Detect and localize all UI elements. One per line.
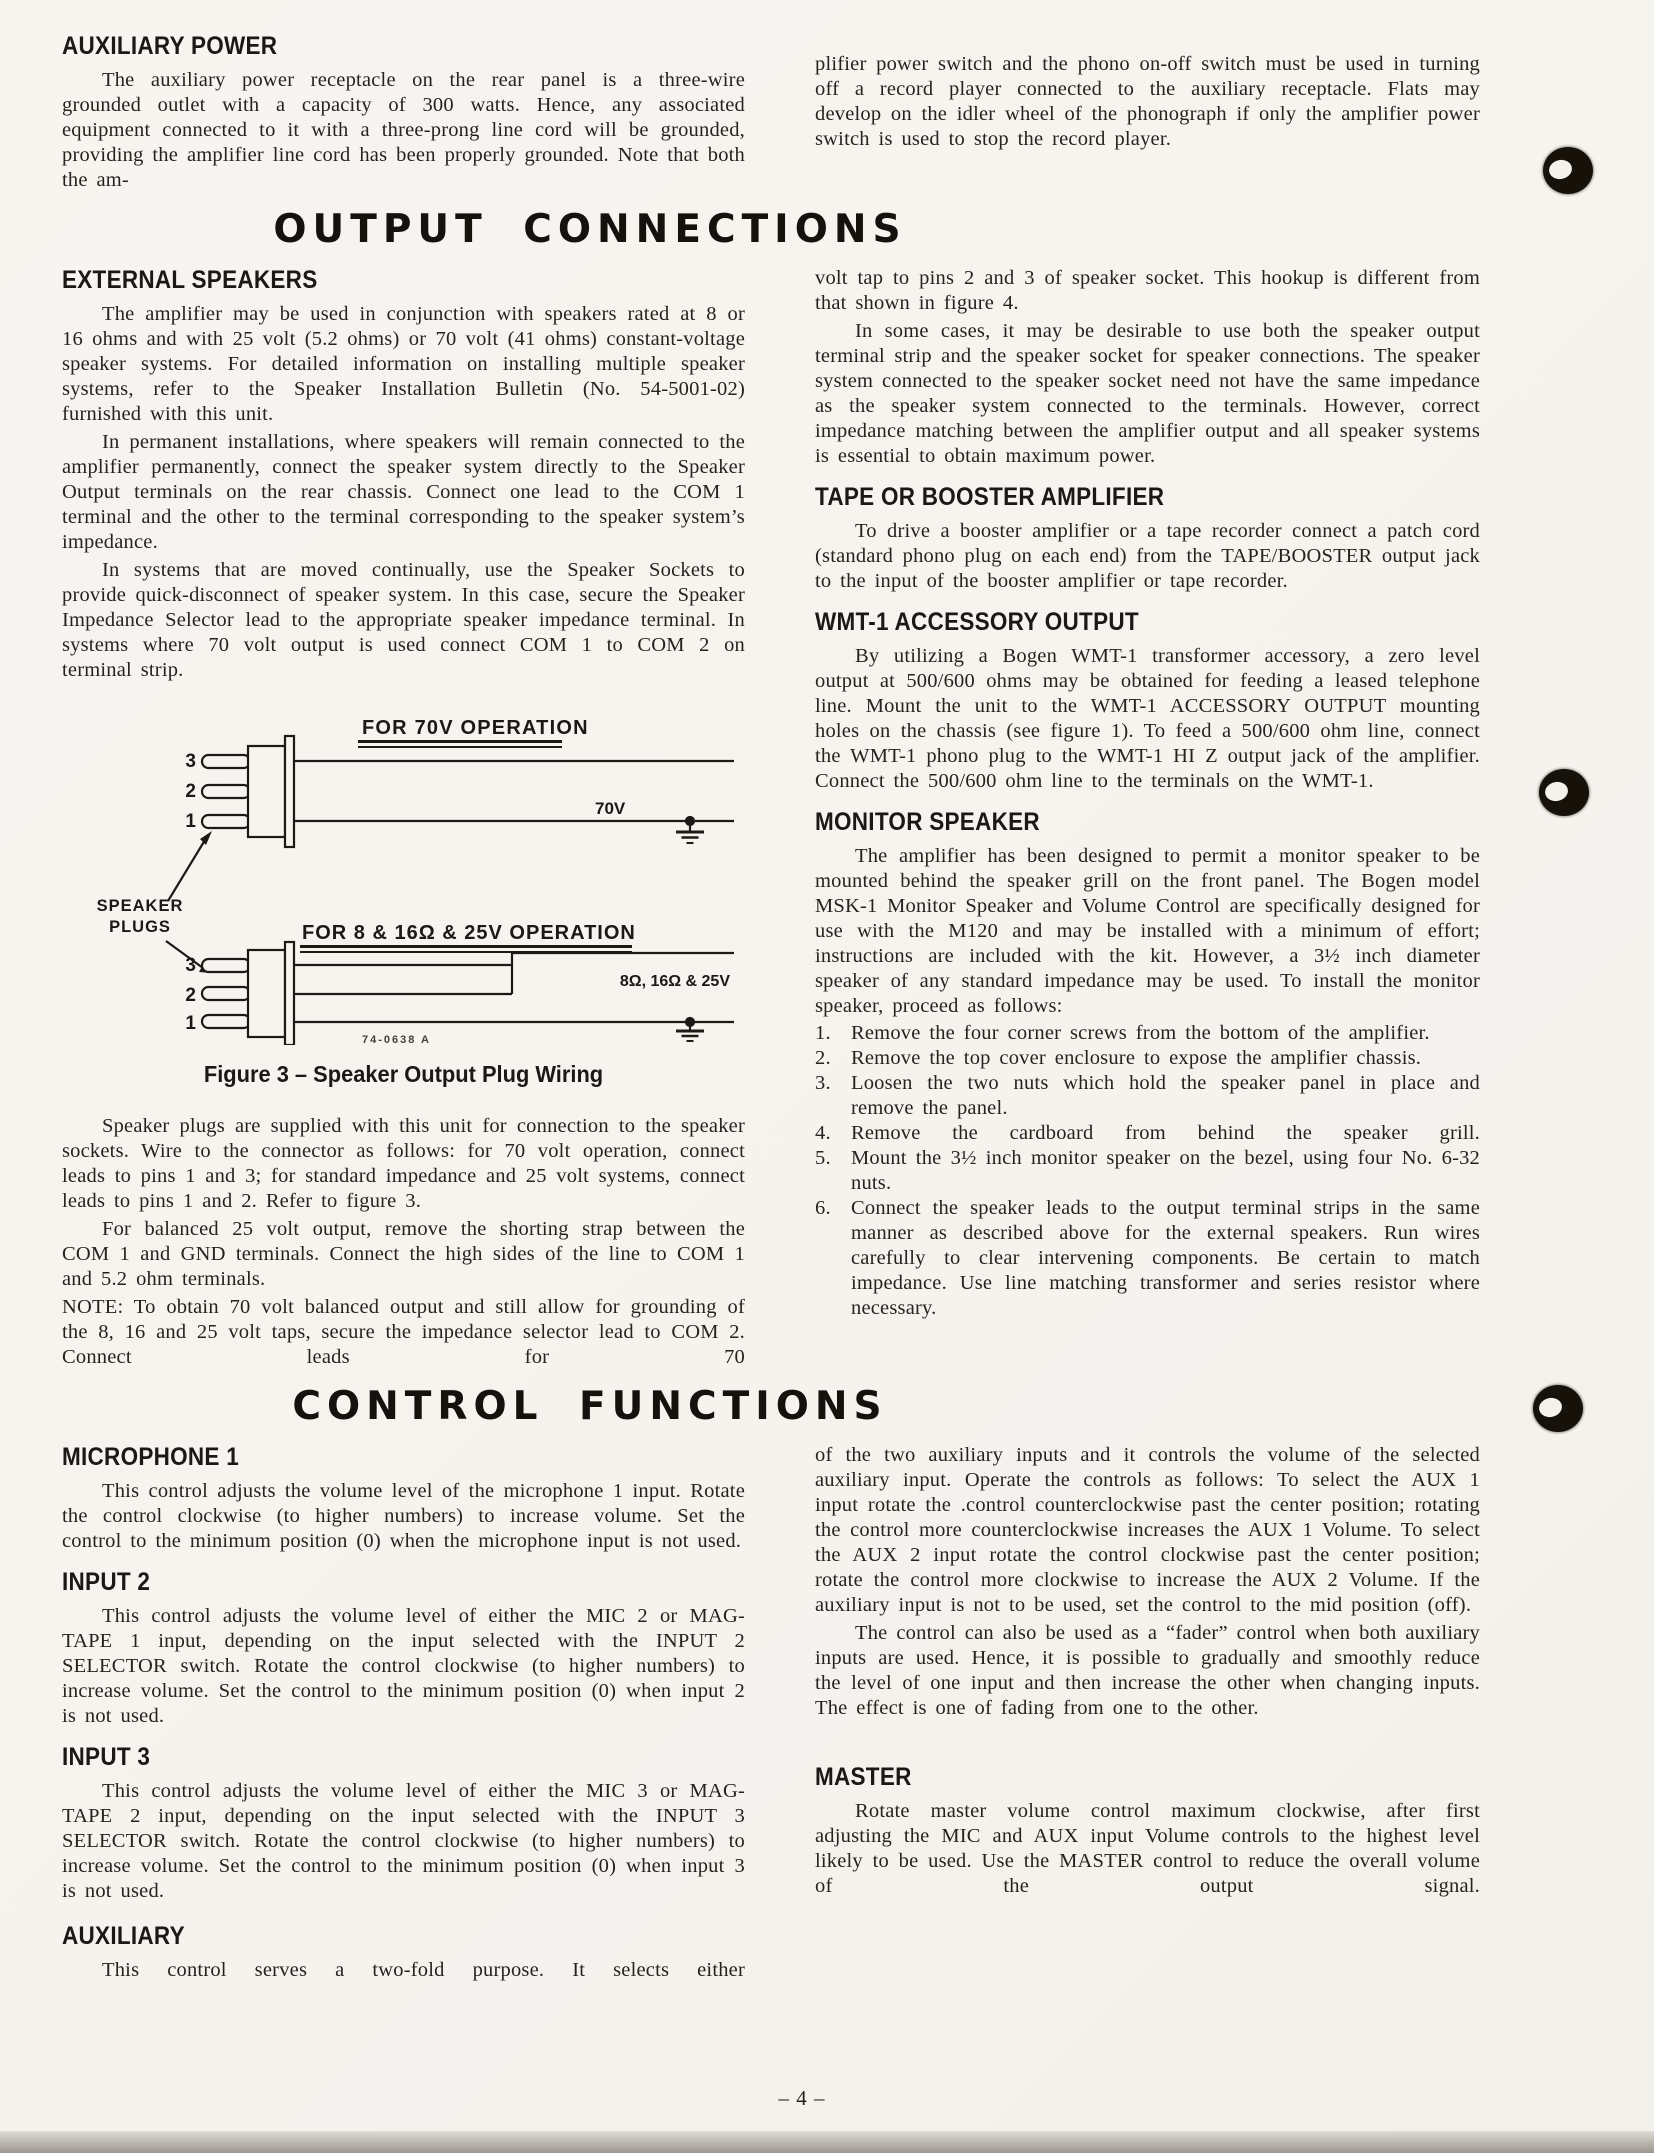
underline <box>358 740 562 743</box>
step-number: 3. <box>815 1072 831 1094</box>
pin-label-3: 3 <box>185 751 196 772</box>
external-speakers-heading: EXTERNAL SPEAKERS <box>62 266 318 294</box>
step-text: Remove the cardboard from behind the speaker grill. <box>851 1122 1480 1144</box>
top-section <box>62 32 1480 193</box>
step-number: 2. <box>815 1047 831 1069</box>
figure-part-number: 74-0638 A <box>362 1034 431 1045</box>
speaker-plug-wiring-svg <box>62 713 745 1045</box>
auxiliary-heading: AUXILIARY <box>62 1922 185 1950</box>
label-8-16-25-operation: FOR 8 & 16Ω & 25V OPERATION <box>302 922 636 944</box>
master-heading: MASTER <box>815 1763 912 1791</box>
monitor-speaker-heading: MONITOR SPEAKER <box>815 808 1040 836</box>
step-text: Mount the 3½ inch monitor speaker on the bezel, using four No. 6-32 nuts. <box>851 1147 1480 1194</box>
wmt1-body: By utilizing a Bogen WMT-1 transformer accessory, a zero level output at 500/600 ohms may be obtained for feeding a leased telephone line. Mount the unit to the WMT-1 ACCESSORY OUTPUT mounting holes on the chassis (see figure 1). To feed a 500/600 ohm line, connect the WMT-1 phono plug to the WMT-1 HI Z output jack of the amplifier. Connect the 500/600 ohm line to the terminals on the WMT-1. <box>815 645 1480 792</box>
monitor-step <box>815 1046 1480 1071</box>
output-right-column <box>815 266 1480 1370</box>
step-text: Connect the speaker leads to the output terminal strips in the same manner as described above for the external speakers. Run wires carefully to clear intervening components. Be certain to match impedance. Use line matching transformer and series resistor where necessary. <box>851 1197 1480 1319</box>
monitor-step <box>815 1071 1480 1121</box>
underline <box>300 951 632 953</box>
scan-edge <box>0 2131 1654 2153</box>
control-left-column <box>62 1443 745 1983</box>
monitor-step <box>815 1196 1480 1321</box>
step-number: 1. <box>815 1022 831 1044</box>
output-connections-section <box>62 266 1480 1370</box>
figure3-diagram <box>62 713 745 1088</box>
pin-label-3: 3 <box>185 955 196 976</box>
input2-body: This control adjusts the volume level of either the MIC 2 or MAG-TAPE 1 input, depending on the input selected with the INPUT 2 SELECTOR switch. Rotate the control clockwise (to higher numbers) to increase volume. Set the control to the minimum position (0) when input 2 is not used. <box>62 1605 745 1727</box>
control-right-column <box>815 1443 1480 1983</box>
auxiliary-body: This control serves a two-fold purpose. It selects either <box>102 1959 745 1981</box>
page-number: – 4 – <box>778 2086 826 2110</box>
output-right-p2: In some cases, it may be desirable to use both the speaker output terminal strip and the speaker socket for speaker connections. The speaker system connected to the speaker socket need not have the same impedance as the speaker system connected to the terminals. However, correct impedance matching between the amplifier output and all speaker systems is essential to obtain maximum power. <box>815 320 1480 467</box>
tape-booster-body: To drive a booster amplifier or a tape recorder connect a patch cord (standard phono plug on each end) from the TAPE/BOOSTER output jack to the input of the booster amplifier or tape recorder. <box>815 520 1480 592</box>
master-body: Rotate master volume control maximum clockwise, after first adjusting the MIC and AUX input Volume controls to the highest level likely to be used. Use the MASTER control to reduce the overall volume of the output signal. <box>815 1800 1480 1897</box>
aux-power-body: The auxiliary power receptacle on the rear panel is a three-wire grounded outlet with a capacity of 300 watts. Hence, any associated equipment connected to it with a three-prong line cord will be grounded, providing the amplifier line cord has been properly grounded. Note that both the am- <box>62 69 745 191</box>
output-left-column <box>62 266 745 1370</box>
top-right-continuation <box>815 52 1480 193</box>
microphone1-body: This control adjusts the volume level of the microphone 1 input. Rotate the control clockwise (to higher numbers) to increase volume. Set the control to the minimum position (0) when the microphone input is not used. <box>62 1480 745 1552</box>
tape-booster-heading: TAPE OR BOOSTER AMPLIFIER <box>815 483 1165 511</box>
tap-8-16-25-label: 8Ω, 16Ω & 25V <box>619 973 730 990</box>
label-70v-operation: FOR 70V OPERATION <box>362 717 589 739</box>
external-speakers-p2: In permanent installations, where speakers will remain connected to the amplifier permanently, connect the speaker system directly to the Speaker Output terminals on the rear chassis. Connect one lead to the COM 1 terminal and the other to the terminal corresponding to the speaker system’s impedance. <box>62 431 745 553</box>
top-right-paragraph: plifier power switch and the phono on-off switch must be used in turning off a record player connected to the auxiliary receptacle. Flats may develop on the idler wheel of the phonograph if only the amplifier power switch is used to stop the record player. <box>815 53 1480 150</box>
hole-punch-icon <box>1533 1385 1583 1432</box>
external-speakers-p3: In systems that are moved continually, use the Speaker Sockets to provide quick-disconnect of speaker system. In this case, secure the Speaker Impedance Selector lead to the appropriate speaker impedance terminal. In systems where 70 volt output is used connect COM 1 to COM 2 on terminal strip. <box>62 559 745 681</box>
underline <box>300 945 632 948</box>
pin-label-2: 2 <box>185 781 196 802</box>
hole-punch-icon <box>1539 769 1589 816</box>
aux-power-section <box>62 32 745 193</box>
control-functions-section <box>62 1443 1480 1983</box>
wiring-note: NOTE: To obtain 70 volt balanced output and still allow for grounding of the 8, 16 and 25 volt taps, secure the impedance selector lead to COM 2. Connect leads for 70 <box>62 1296 745 1368</box>
monitor-step <box>815 1121 1480 1146</box>
output-right-p1: volt tap to pins 2 and 3 of speaker socket. This hookup is different from that shown in figure 4. <box>815 267 1480 314</box>
speaker-plug-graphic-bottom <box>202 942 294 1045</box>
control-right-p2: The control can also be used as a “fader” control when both auxiliary inputs are used. Hence, it is possible to gradually and smoothly reduce the level of one input and then increase the other when changing inputs. The effect is one of fading from one to the other. <box>815 1622 1480 1719</box>
input2-heading: INPUT 2 <box>62 1568 151 1596</box>
aux-power-heading: AUXILIARY POWER <box>62 32 278 60</box>
page-content <box>62 32 1480 1983</box>
speaker-plugs-label-line2: PLUGS <box>109 918 171 936</box>
microphone1-heading: MICROPHONE 1 <box>62 1443 240 1471</box>
monitor-step <box>815 1021 1480 1046</box>
step-text: Loosen the two nuts which hold the speaker panel in place and remove the panel. <box>851 1072 1480 1119</box>
speaker-plug-graphic-top <box>202 736 294 847</box>
wiring-p2: For balanced 25 volt output, remove the shorting strap between the COM 1 and GND terminals. Connect the high sides of the line to COM 1 and 5.2 ohm terminals. <box>62 1218 745 1290</box>
tap-70v-label: 70V <box>595 799 626 818</box>
control-functions-title: CONTROL FUNCTIONS <box>292 1384 888 1429</box>
step-text: Remove the top cover enclosure to expose the amplifier chassis. <box>851 1047 1422 1069</box>
monitor-step <box>815 1146 1480 1196</box>
external-speakers-p1: The amplifier may be used in conjunction with speakers rated at 8 or 16 ohms and with 25 volt (5.2 ohms) or 70 volt (41 ohms) constant-voltage speaker systems. For detailed information on installing multiple speaker systems, refer to the Speaker Installation Bulletin (No. 54-5001-02) furnished with this unit. <box>62 303 745 425</box>
speaker-plugs-label-line1: SPEAKER <box>96 897 184 915</box>
control-right-p1: of the two auxiliary inputs and it controls the volume of the selected auxiliary input. Operate the controls as follows: To select the AUX 1 input rotate the .control counterclockwise past the center position; rotating the control more counterclockwise increases the AUX 1 Volume. To select the AUX 2 input rotate the control clockwise past the center position; rotate the control more clockwise to increase the AUX 2 Volume. If the auxiliary input is not to be used, set the control to the mid position (off). <box>815 1444 1480 1616</box>
output-connections-title: OUTPUT CONNECTIONS <box>273 207 907 252</box>
step-number: 6. <box>815 1197 831 1219</box>
underline <box>358 746 562 748</box>
monitor-steps-list <box>815 1021 1480 1321</box>
step-text: Remove the four corner screws from the bottom of the amplifier. <box>851 1022 1430 1044</box>
monitor-speaker-intro: The amplifier has been designed to permit a monitor speaker to be mounted behind the speaker grill on the front panel. The Bogen model MSK-1 Monitor Speaker and Volume Control are specifically designed for use with the M120 and may be installed with a minimum of effort; instructions are included with the kit. However, a 3½ inch diameter speaker of any standard impedance may be used. To install the monitor speaker, proceed as follows: <box>815 845 1480 1017</box>
input3-heading: INPUT 3 <box>62 1743 151 1771</box>
step-number: 4. <box>815 1122 831 1144</box>
hole-punch-icon <box>1543 147 1593 194</box>
wiring-p1: Speaker plugs are supplied with this unit for connection to the speaker sockets. Wire to the connector as follows: for 70 volt operation, connect leads to pins 1 and 3; for standard impedance and 25 volt systems, connect leads to pins 1 and 2. Refer to figure 3. <box>62 1115 745 1212</box>
pin-label-1: 1 <box>185 811 196 832</box>
input3-body: This control adjusts the volume level of either the MIC 3 or MAG-TAPE 2 input, depending on the input selected with the INPUT 3 SELECTOR switch. Rotate the control clockwise (to higher numbers) to increase volume. Set the control to the minimum position (0) when input 3 is not used. <box>62 1780 745 1902</box>
pin-label-2: 2 <box>185 985 196 1006</box>
step-number: 5. <box>815 1147 831 1169</box>
wmt1-heading: WMT-1 ACCESSORY OUTPUT <box>815 608 1139 636</box>
pin-label-1: 1 <box>185 1013 196 1034</box>
figure3-caption: Figure 3 – Speaker Output Plug Wiring <box>203 1061 604 1087</box>
